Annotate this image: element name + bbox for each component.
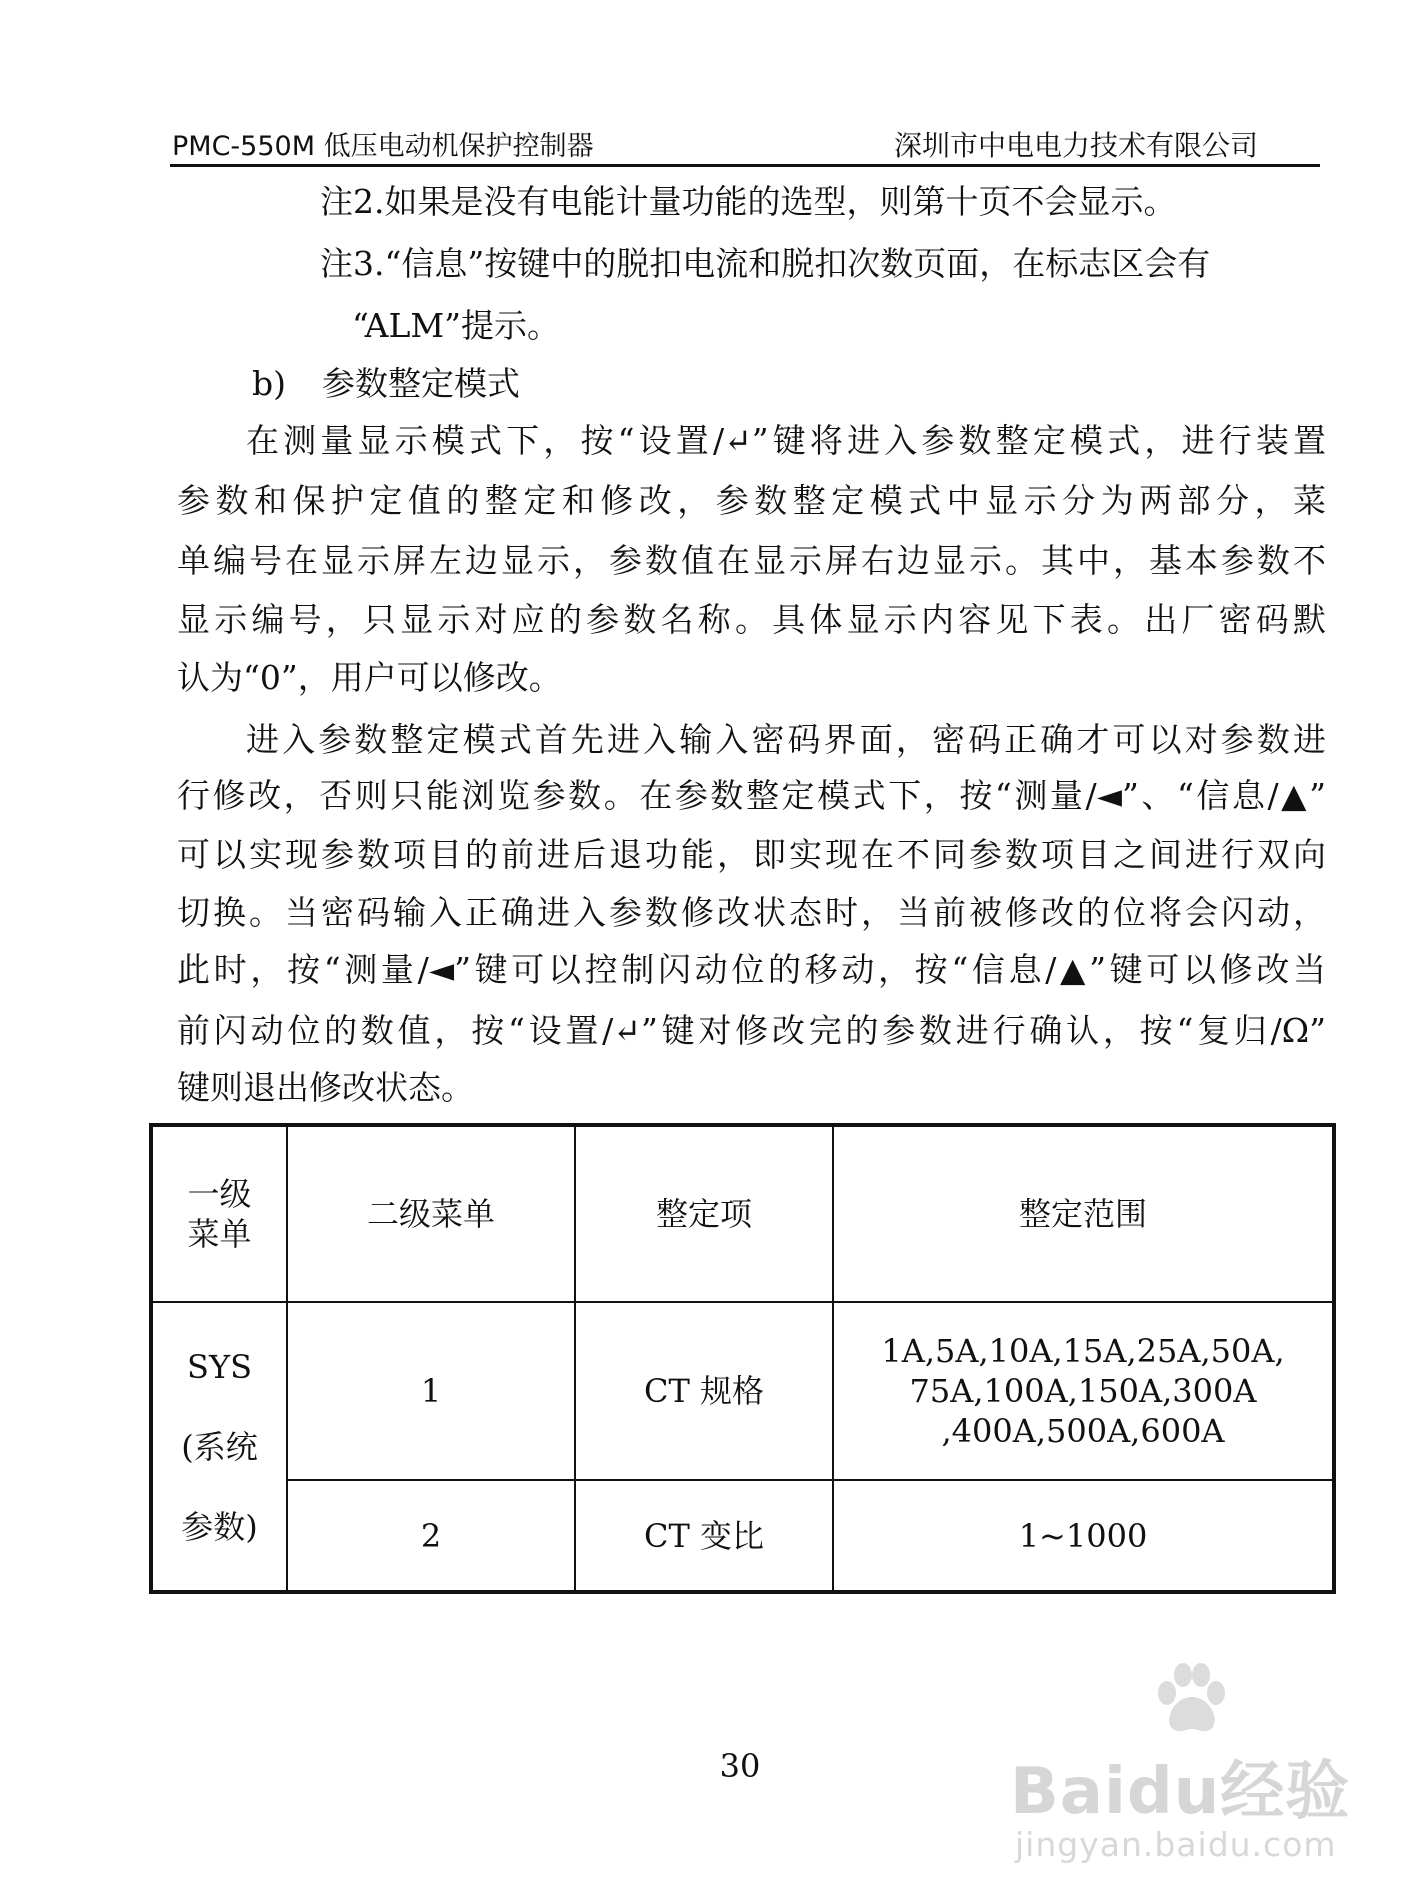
group-line2: (系统 (181, 1427, 258, 1466)
submenu-cell: 1 (287, 1302, 575, 1480)
watermark-url: jingyan.baidu.com (1015, 1825, 1337, 1864)
section-marker: b) (252, 364, 286, 403)
header-level1-line2: 菜单 (187, 1215, 252, 1253)
header-company-name: 深圳市中电电力技术有限公司 (893, 129, 1258, 162)
group-cell-sys (151, 1302, 287, 1592)
paragraph-1-line: 显示编号，只显示对应的参数名称。具体显示内容见下表。出厂密码默 (177, 600, 1326, 639)
paragraph-2-line: 此时，按“测量/◄”键可以控制闪动位的移动，按“信息/▲”键可以修改当 (177, 950, 1326, 989)
setting-item-cell: CT 变比 (575, 1480, 833, 1592)
baidu-watermark (1010, 1655, 1350, 1865)
submenu-cell: 2 (287, 1480, 575, 1592)
watermark-brand: Baidu经验 (1010, 1755, 1351, 1829)
range-line: 75A,100A,150A,300A (909, 1372, 1257, 1410)
header-product-title: PMC-550M 低压电动机保护控制器 (172, 131, 594, 162)
paragraph-2-line: 前闪动位的数值，按“设置/↵”键对修改完的参数进行确认，按“复归/Ω” (177, 1011, 1326, 1050)
header-setting-range: 整定范围 (833, 1125, 1334, 1302)
setting-range-cell (833, 1480, 1334, 1592)
page-header (170, 122, 1320, 167)
paragraph-2-line: 可以实现参数项目的前进后退功能，即实现在不同参数项目之间进行双向 (177, 835, 1326, 874)
note-3-line2: “ALM”提示。 (352, 306, 561, 345)
table-row (151, 1302, 1334, 1480)
table-row (151, 1480, 1334, 1592)
group-line3: 参数) (181, 1507, 258, 1546)
setting-item-cell: CT 规格 (575, 1302, 833, 1480)
note-3-line1: 注3.“信息”按键中的脱扣电流和脱扣次数页面，在标志区会有 (320, 244, 1211, 283)
range-line: 1~1000 (1018, 1516, 1148, 1555)
page-number: 30 (719, 1747, 761, 1785)
range-line: ,400A,500A,600A (941, 1412, 1225, 1450)
range-line: 1A,5A,10A,15A,25A,50A, (881, 1332, 1285, 1370)
paragraph-1-line: 认为“0”，用户可以修改。 (177, 658, 562, 697)
paragraph-2-line: 切换。当密码输入正确进入参数修改状态时，当前被修改的位将会闪动， (177, 893, 1326, 932)
group-line1: SYS (187, 1347, 252, 1386)
header-level1-menu (151, 1125, 287, 1302)
header-setting-item: 整定项 (575, 1125, 833, 1302)
setting-range-cell (833, 1302, 1334, 1480)
paragraph-2-line: 进入参数整定模式首先进入输入密码界面，密码正确才可以对参数进 (246, 720, 1326, 759)
note-2: 注2.如果是没有电能计量功能的选型，则第十页不会显示。 (320, 182, 1177, 221)
paw-logo-icon (1145, 1655, 1235, 1745)
header-level1-line1: 一级 (187, 1175, 252, 1213)
paragraph-2-line: 行修改，否则只能浏览参数。在参数整定模式下，按“测量/◄”、“信息/▲” (177, 776, 1326, 815)
paragraph-2-line: 键则退出修改状态。 (177, 1068, 474, 1107)
table-header-row (151, 1125, 1334, 1302)
section-title: 参数整定模式 (322, 364, 520, 403)
settings-table (149, 1123, 1336, 1594)
paragraph-1-line: 单编号在显示屏左边显示，参数值在显示屏右边显示。其中，基本参数不 (177, 541, 1326, 580)
paragraph-1-line: 参数和保护定值的整定和修改，参数整定模式中显示分为两部分，菜 (177, 481, 1326, 520)
paragraph-1-line: 在测量显示模式下，按“设置/↵”键将进入参数整定模式，进行装置 (246, 421, 1326, 460)
header-level2-menu: 二级菜单 (287, 1125, 575, 1302)
